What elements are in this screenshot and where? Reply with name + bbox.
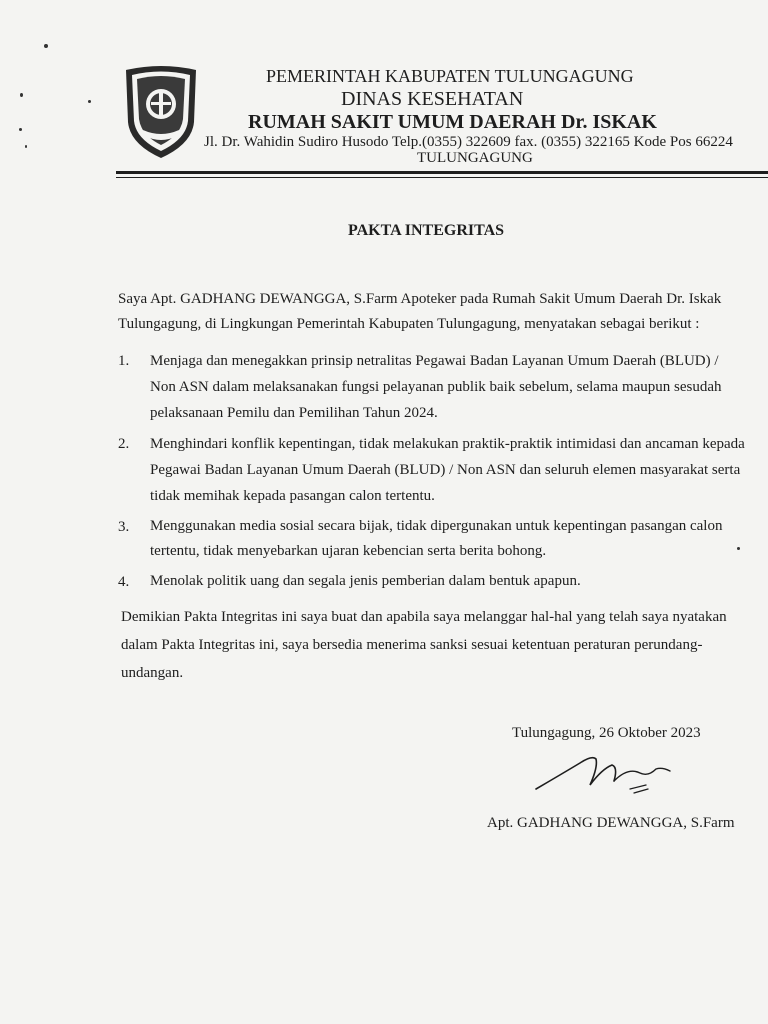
- item-line: Menjaga dan menegakkan prinsip netralitas Pegawai Badan Layanan Umum Daerah (BLUD) /: [150, 353, 719, 369]
- letterhead-department: DINAS KESEHATAN: [341, 88, 524, 110]
- signer-name: Apt. GADHANG DEWANGGA, S.Farm: [487, 815, 735, 831]
- item-line: Menghindari konflik kepentingan, tidak melakukan praktik-praktik intimidasi dan ancaman kepada: [150, 436, 745, 452]
- letterhead-government: PEMERINTAH KABUPATEN TULUNGAGUNG: [266, 66, 634, 86]
- statement-item: [118, 569, 768, 594]
- letterhead-divider-thick: [116, 171, 768, 174]
- closing-line: dalam Pakta Integritas ini, saya bersedia menerima sanksi sesuai ketentuan peraturan perundang-: [121, 637, 703, 653]
- item-number: 3.: [118, 519, 130, 535]
- item-number: 1.: [118, 353, 130, 369]
- place-and-date: Tulungagung, 26 Oktober 2023: [512, 725, 701, 741]
- closing-line: Demikian Pakta Integritas ini saya buat dan apabila saya melanggar hal-hal yang telah saya nyatakan: [121, 609, 727, 625]
- item-line: Pegawai Badan Layanan Umum Daerah (BLUD) / Non ASN dan seluruh elemen masyarakat serta: [150, 462, 741, 478]
- closing-line: undangan.: [121, 665, 184, 681]
- handwritten-signature: [530, 745, 680, 805]
- letterhead-divider-thin: [116, 177, 768, 178]
- item-line: tidak memihak kepada pasangan calon tertentu.: [150, 488, 435, 504]
- item-number: 2.: [118, 436, 130, 452]
- letterhead-city: TULUNGAGUNG: [417, 150, 533, 166]
- statement-list: [118, 348, 768, 599]
- item-line: Menolak politik uang dan segala jenis pemberian dalam bentuk apapun.: [150, 573, 581, 589]
- closing-paragraph: [121, 603, 768, 687]
- letterhead-address: Jl. Dr. Wahidin Sudiro Husodo Telp.(0355) 322609 fax. (0355) 322165 Kode Pos 66224: [204, 134, 733, 150]
- item-line: Menggunakan media sosial secara bijak, tidak dipergunakan untuk kepentingan pasangan calon: [150, 518, 723, 534]
- intro-line: Saya Apt. GADHANG DEWANGGA, S.Farm Apoteker pada Rumah Sakit Umum Daerah Dr. Iskak: [118, 291, 722, 307]
- intro-paragraph: [118, 287, 768, 337]
- item-line: pelaksanaan Pemilu dan Pemilihan Tahun 2024.: [150, 405, 438, 421]
- item-number: 4.: [118, 574, 130, 590]
- item-line: tertentu, tidak menyebarkan ujaran kebencian serta berita bohong.: [150, 543, 547, 559]
- item-line: Non ASN dalam melaksanakan fungsi pelayanan publik baik sebelum, selama maupun sesudah: [150, 379, 722, 395]
- statement-item: [118, 431, 768, 509]
- letterhead-hospital-name: RUMAH SAKIT UMUM DAERAH Dr. ISKAK: [248, 111, 657, 133]
- statement-item: [118, 514, 768, 564]
- document-title: PAKTA INTEGRITAS: [348, 222, 505, 239]
- regency-emblem-logo: [122, 64, 200, 160]
- statement-item: [118, 348, 768, 426]
- intro-line: Tulungagung, di Lingkungan Pemerintah Kabupaten Tulungagung, menyatakan sebagai berikut :: [118, 316, 700, 332]
